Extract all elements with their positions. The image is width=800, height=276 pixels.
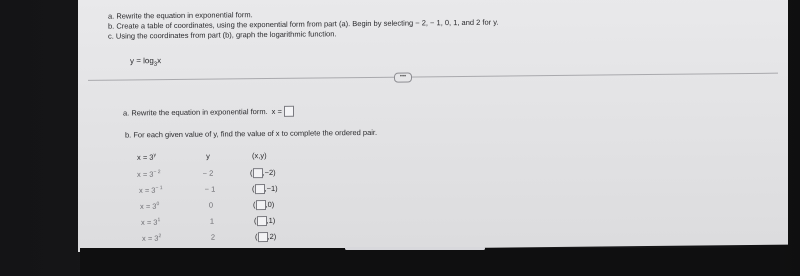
row-exponential: [141, 217, 160, 227]
row-exponential-sup: 1: [157, 217, 161, 224]
row-exponential-sup: − 2: [153, 169, 161, 176]
expand-button[interactable]: •••: [394, 73, 412, 83]
table-row: [83, 231, 383, 243]
table-row: [82, 215, 382, 227]
header-exponential-base: x = 3: [137, 152, 154, 162]
row-xy-suffix: ,0): [265, 199, 275, 210]
part-a-answer-label: x =: [271, 106, 282, 116]
given-equation: [130, 56, 161, 68]
question-page: [78, 0, 788, 252]
row-xy-suffix: ,−1): [264, 183, 278, 194]
row-exponential-base: x = 3: [139, 185, 156, 195]
x-answer-input[interactable]: [253, 168, 263, 178]
equation-var: x: [157, 56, 162, 66]
part-a: [123, 106, 294, 119]
row-xy-suffix: ,2): [267, 231, 277, 242]
part-a-answer-input[interactable]: [284, 106, 294, 117]
row-xy: ( ,2): [255, 231, 277, 242]
bottom-bezel: [80, 248, 780, 276]
row-xy-suffix: ,1): [266, 215, 276, 226]
part-b-prompt: b. For each given value of y, find the value of x to complete the ordered pair.: [125, 127, 378, 140]
table-row: [78, 167, 378, 179]
home-indicator[interactable]: [345, 247, 485, 250]
x-answer-input[interactable]: [255, 184, 265, 194]
row-exponential-sup: − 1: [155, 185, 163, 192]
header-xy: (x,y): [252, 151, 267, 161]
row-y: 0: [208, 200, 214, 210]
row-exponential-base: x = 3: [141, 217, 158, 227]
x-answer-input[interactable]: [257, 216, 267, 226]
header-y: y: [206, 151, 210, 161]
row-y: 1: [209, 216, 215, 226]
row-exponential: [140, 201, 159, 211]
part-a-prompt: a. Rewrite the equation in exponential form.: [123, 107, 268, 118]
equation-lhs: y = log: [130, 56, 154, 66]
row-y: − 2: [202, 168, 214, 178]
instruction-b: b. Create a table of coordinates, using the exponential form from part (a). Begin by selecting − 2, − 1, 0, 1, and 2 for y.: [108, 17, 499, 31]
instruction-c: c. Using the coordinates from part (b), graph the logarithmic function.: [108, 29, 337, 41]
row-y: 2: [210, 232, 216, 242]
table-header: [78, 150, 378, 162]
row-xy: ( ,1): [254, 215, 276, 226]
x-answer-input[interactable]: [258, 232, 268, 242]
row-exponential-base: x = 3: [140, 201, 157, 211]
table-row: [81, 199, 381, 211]
row-exponential-sup: 0: [156, 201, 160, 208]
row-xy: ( ,−2): [250, 167, 276, 178]
row-exponential-base: x = 3: [137, 169, 154, 179]
header-exponential-sup: y: [153, 152, 156, 159]
table-row: [80, 183, 380, 195]
row-exponential: [137, 169, 161, 179]
instruction-a: a. Rewrite the equation in exponential form.: [108, 10, 253, 21]
x-answer-input[interactable]: [256, 200, 266, 210]
row-exponential-sup: 2: [158, 233, 162, 240]
section-divider: [88, 73, 778, 81]
instructions: [108, 8, 499, 42]
row-xy: ( ,0): [253, 199, 275, 210]
row-exponential: [142, 233, 161, 243]
row-exponential-base: x = 3: [142, 233, 159, 243]
header-exponential: [137, 152, 156, 162]
row-exponential: [139, 185, 163, 195]
row-xy-suffix: ,−2): [262, 167, 276, 178]
row-xy: ( ,−1): [252, 183, 278, 194]
equation-base: 3: [153, 61, 158, 68]
row-y: − 1: [204, 184, 216, 194]
